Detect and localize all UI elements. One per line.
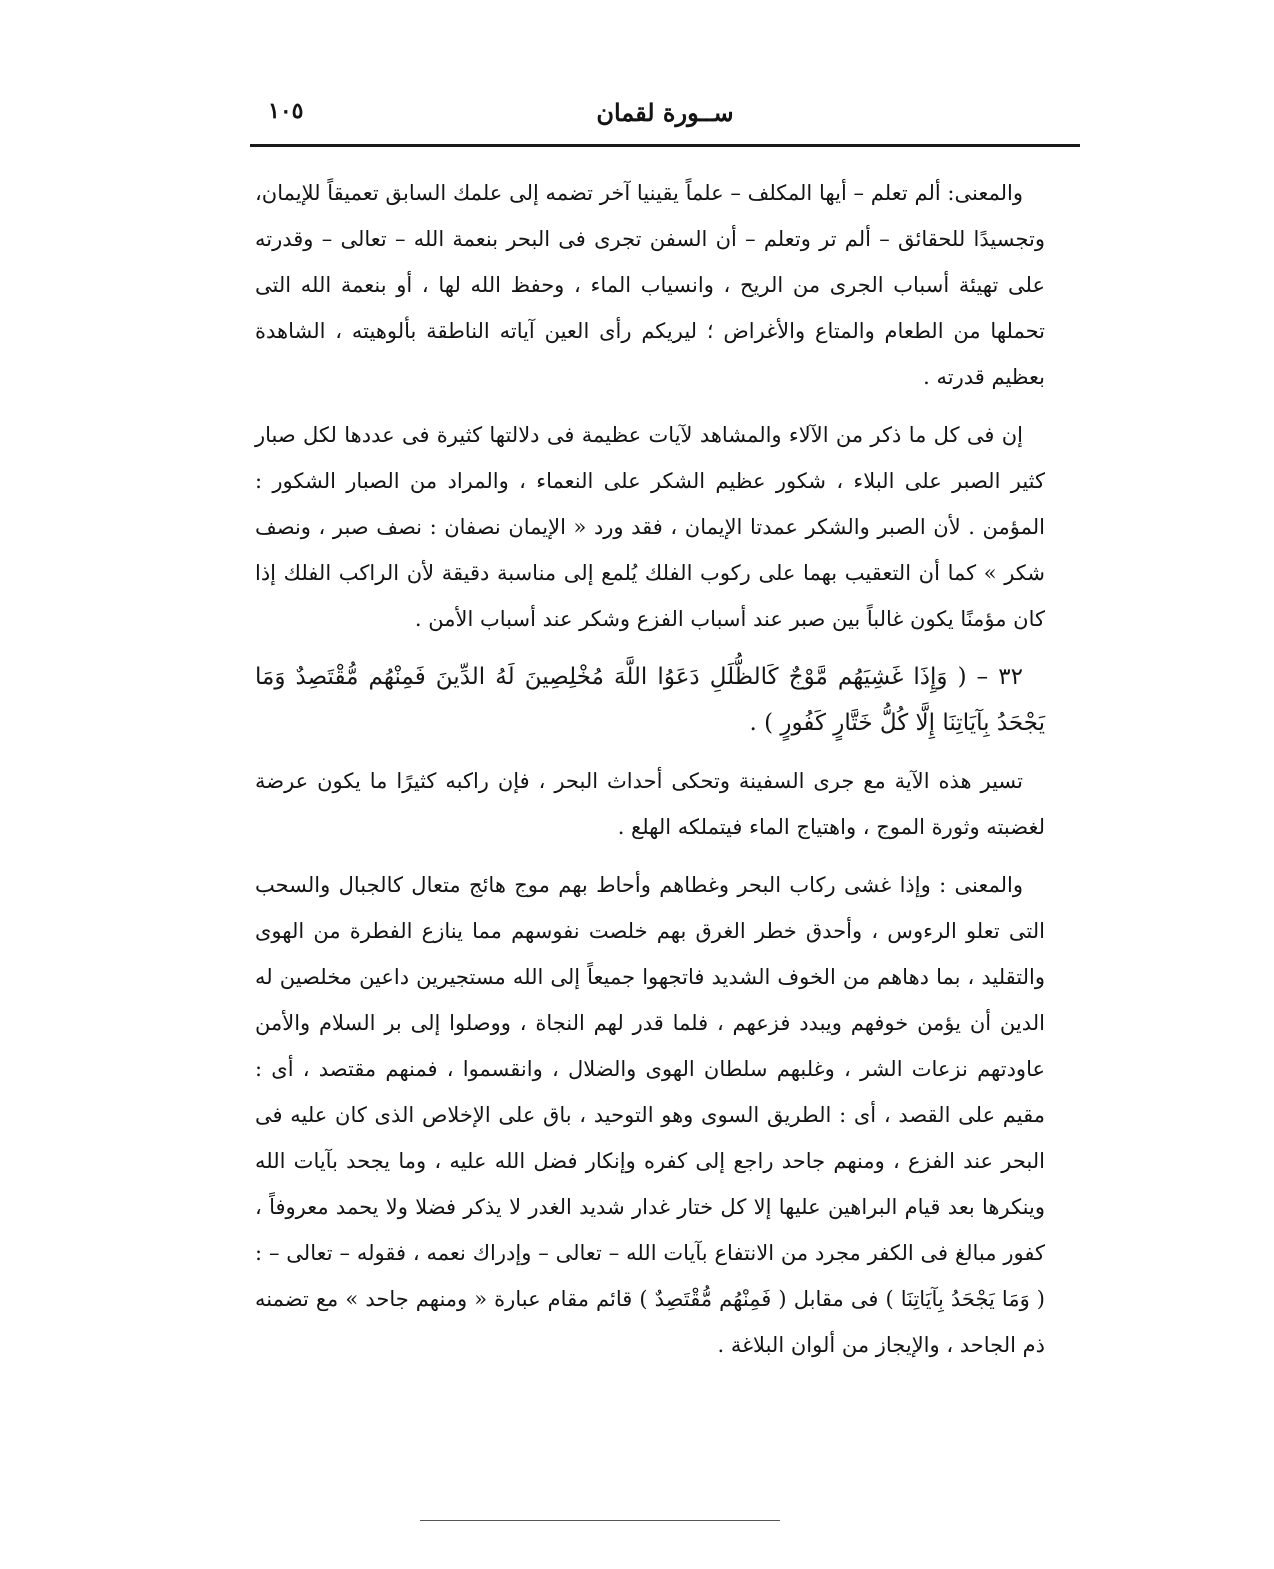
- paragraph-verse-context: تسير هذه الآية مع جرى السفينة وتحكى أحداث البحر ، فإن راكبه كثيرًا ما يكون عرضة لغضبته وثورة الموج ، واهتياج الماء فيتملكه الهلع .: [255, 769, 1045, 839]
- paragraph-meaning-1: والمعنى: ألم تعلم – أيها المكلف – علماً يقينيا آخر تضمه إلى علمك السابق تعميقاً للإيمان، وتجسيدًا للحقائق – ألم تر وتعلم – أن السفن تجرى فى البحر بنعمة الله – تعالى – وقدرته على تهيئة أسباب الجرى من الريح ، وانسياب الماء ، وحفظ الله لها ، أو بنعمة الله التى تحملها من الطعام والمتاع والأغراض ؛ ليريكم رأى العين آياته الناطقة بألوهيته ، الشاهدة بعظيم قدرته .: [255, 181, 1045, 389]
- paragraph-patience-gratitude: إن فى كل ما ذكر من الآلاء والمشاهد لآيات عظيمة فى دلالتها كثيرة فى عددها لكل صبار كثير الصبر على البلاء ، شكور عظيم الشكر على النعماء ، والمراد من الصبار الشكور : المؤمن . لأن الصبر والشكر عمدتا الإيمان ، فقد ورد « الإيمان نصفان : نصف صبر ، ونصف شكر » كما أن التعقيب بهما على ركوب الفلك يُلمع إلى مناسبة دقيقة لأن الراكب الفلك إذا كان مؤمنًا يكون غالباً بين صبر عند أسباب الفزع وشكر عند أسباب الأمن .: [255, 423, 1045, 631]
- surah-title: ســورة لقمان: [596, 98, 734, 127]
- footer-rule: [420, 1520, 780, 1521]
- body-text: [255, 170, 1045, 1380]
- quran-verse-32: ٣٢ – ( وَإِذَا غَشِيَهُم مَّوْجٌ كَالظُّلَلِ دَعَوُا اللَّهَ مُخْلِصِينَ لَهُ الدِّينَ فَمِنْهُم مُّقْتَصِدٌ وَمَا يَجْحَدُ بِآيَاتِنَا إِلَّا كُلُّ خَتَّارٍ كَفُورٍ ) .: [255, 664, 1045, 736]
- header-rule: [250, 144, 1080, 147]
- paragraph-meaning-2: والمعنى : وإذا غشى ركاب البحر وغطاهم وأحاط بهم موج هائج متعال كالجبال والسحب التى تعلو الرءوس ، وأحدق خطر الغرق بهم خلصت نفوسهم مما ينازع الفطرة من الهوى والتقليد ، بما دهاهم من الخوف الشديد فاتجهوا جميعاً إلى الله مستجيرين داعين مخلصين له الدين أن يؤمن خوفهم ويبدد فزعهم ، فلما قدر لهم النجاة ، ووصلوا إلى بر السلام والأمن عاودتهم نزعات الشر ، وغلبهم سلطان الهوى والضلال ، وانقسموا ، فمنهم مقتصد ، أى : مقيم على القصد ، أى : الطريق السوى وهو التوحيد ، باق على الإخلاص الذى كان عليه فى البحر عند الفزع ، ومنهم جاحد راجع إلى كفره وإنكار فضل الله عليه ، وما يجحد بآيات الله وينكرها بعد قيام البراهين عليها إلا كل ختار غدار شديد الغدر لا يذكر فضلا ولا يحمد معروفاً ، كفور مبالغ فى الكفر مجرد من الانتفاع بآيات الله – تعالى – وإدراك نعمه ، فقوله – تعالى – : ( وَمَا يَجْحَدُ بِآيَاتِنَا ) فى مقابل ( فَمِنْهُم مُّقْتَصِدٌ ) قائم مقام عبارة « ومنهم جاحد » مع تضمنه ذم الجاحد ، والإيجاز من ألوان البلاغة .: [255, 873, 1045, 1357]
- page-header: [250, 98, 1080, 138]
- page-number: ١٠٥: [268, 98, 304, 124]
